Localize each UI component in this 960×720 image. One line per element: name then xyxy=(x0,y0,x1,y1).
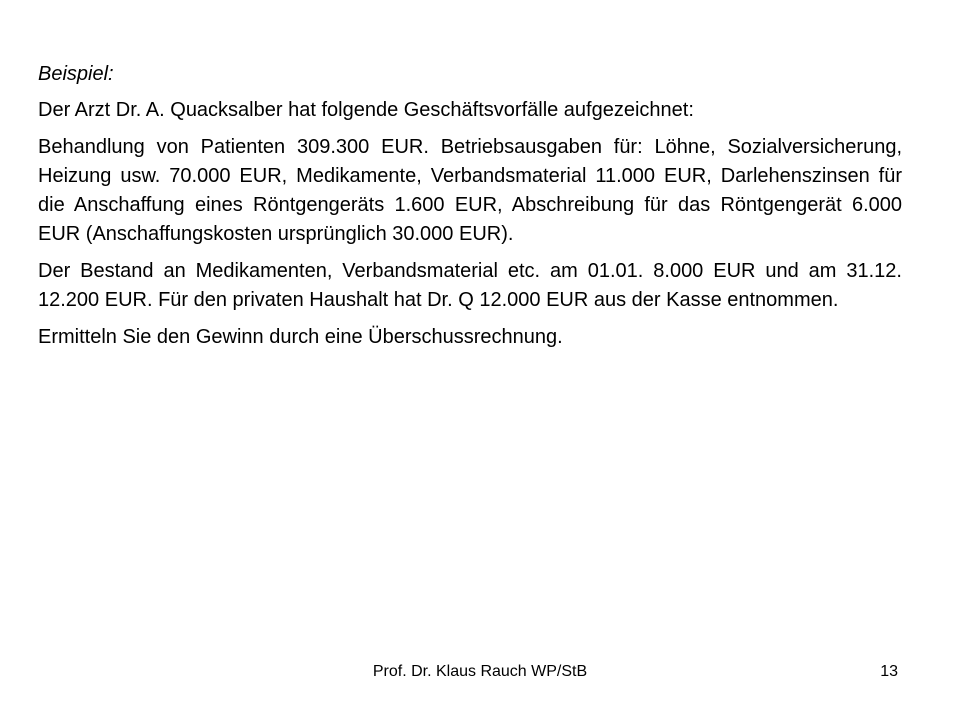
intro-paragraph: Der Arzt Dr. A. Quacksalber hat folgende Geschäftsvorfälle aufgezeichnet: xyxy=(38,99,694,121)
page-number: 13 xyxy=(880,663,898,680)
task-paragraph: Ermitteln Sie den Gewinn durch eine Überschussrechnung. xyxy=(38,326,563,348)
inventory-paragraph: Der Bestand an Medikamenten, Verbandsmaterial etc. am 01.01. 8.000 EUR und am 31.12. 12.200 EUR. Für den privaten Haushalt hat Dr. Q 12.000 EUR aus der Kasse entnommen. xyxy=(38,260,902,311)
example-heading: Beispiel: xyxy=(38,63,114,85)
transactions-paragraph: Behandlung von Patienten 309.300 EUR. Betriebsausgaben für: Löhne, Sozialversicherung, Heizung usw. 70.000 EUR, Medikamente, Verbandsmaterial 11.000 EUR, Darlehenszinsen für die Anschaffung eines Röntgengeräts 1.600 EUR, Abschreibung für das Röntgengerät 6.000 EUR (Anschaffungskosten ursprünglich 30.000 EUR). xyxy=(38,136,902,245)
slide-content xyxy=(38,60,902,360)
footer-author: Prof. Dr. Klaus Rauch WP/StB xyxy=(372,663,588,680)
